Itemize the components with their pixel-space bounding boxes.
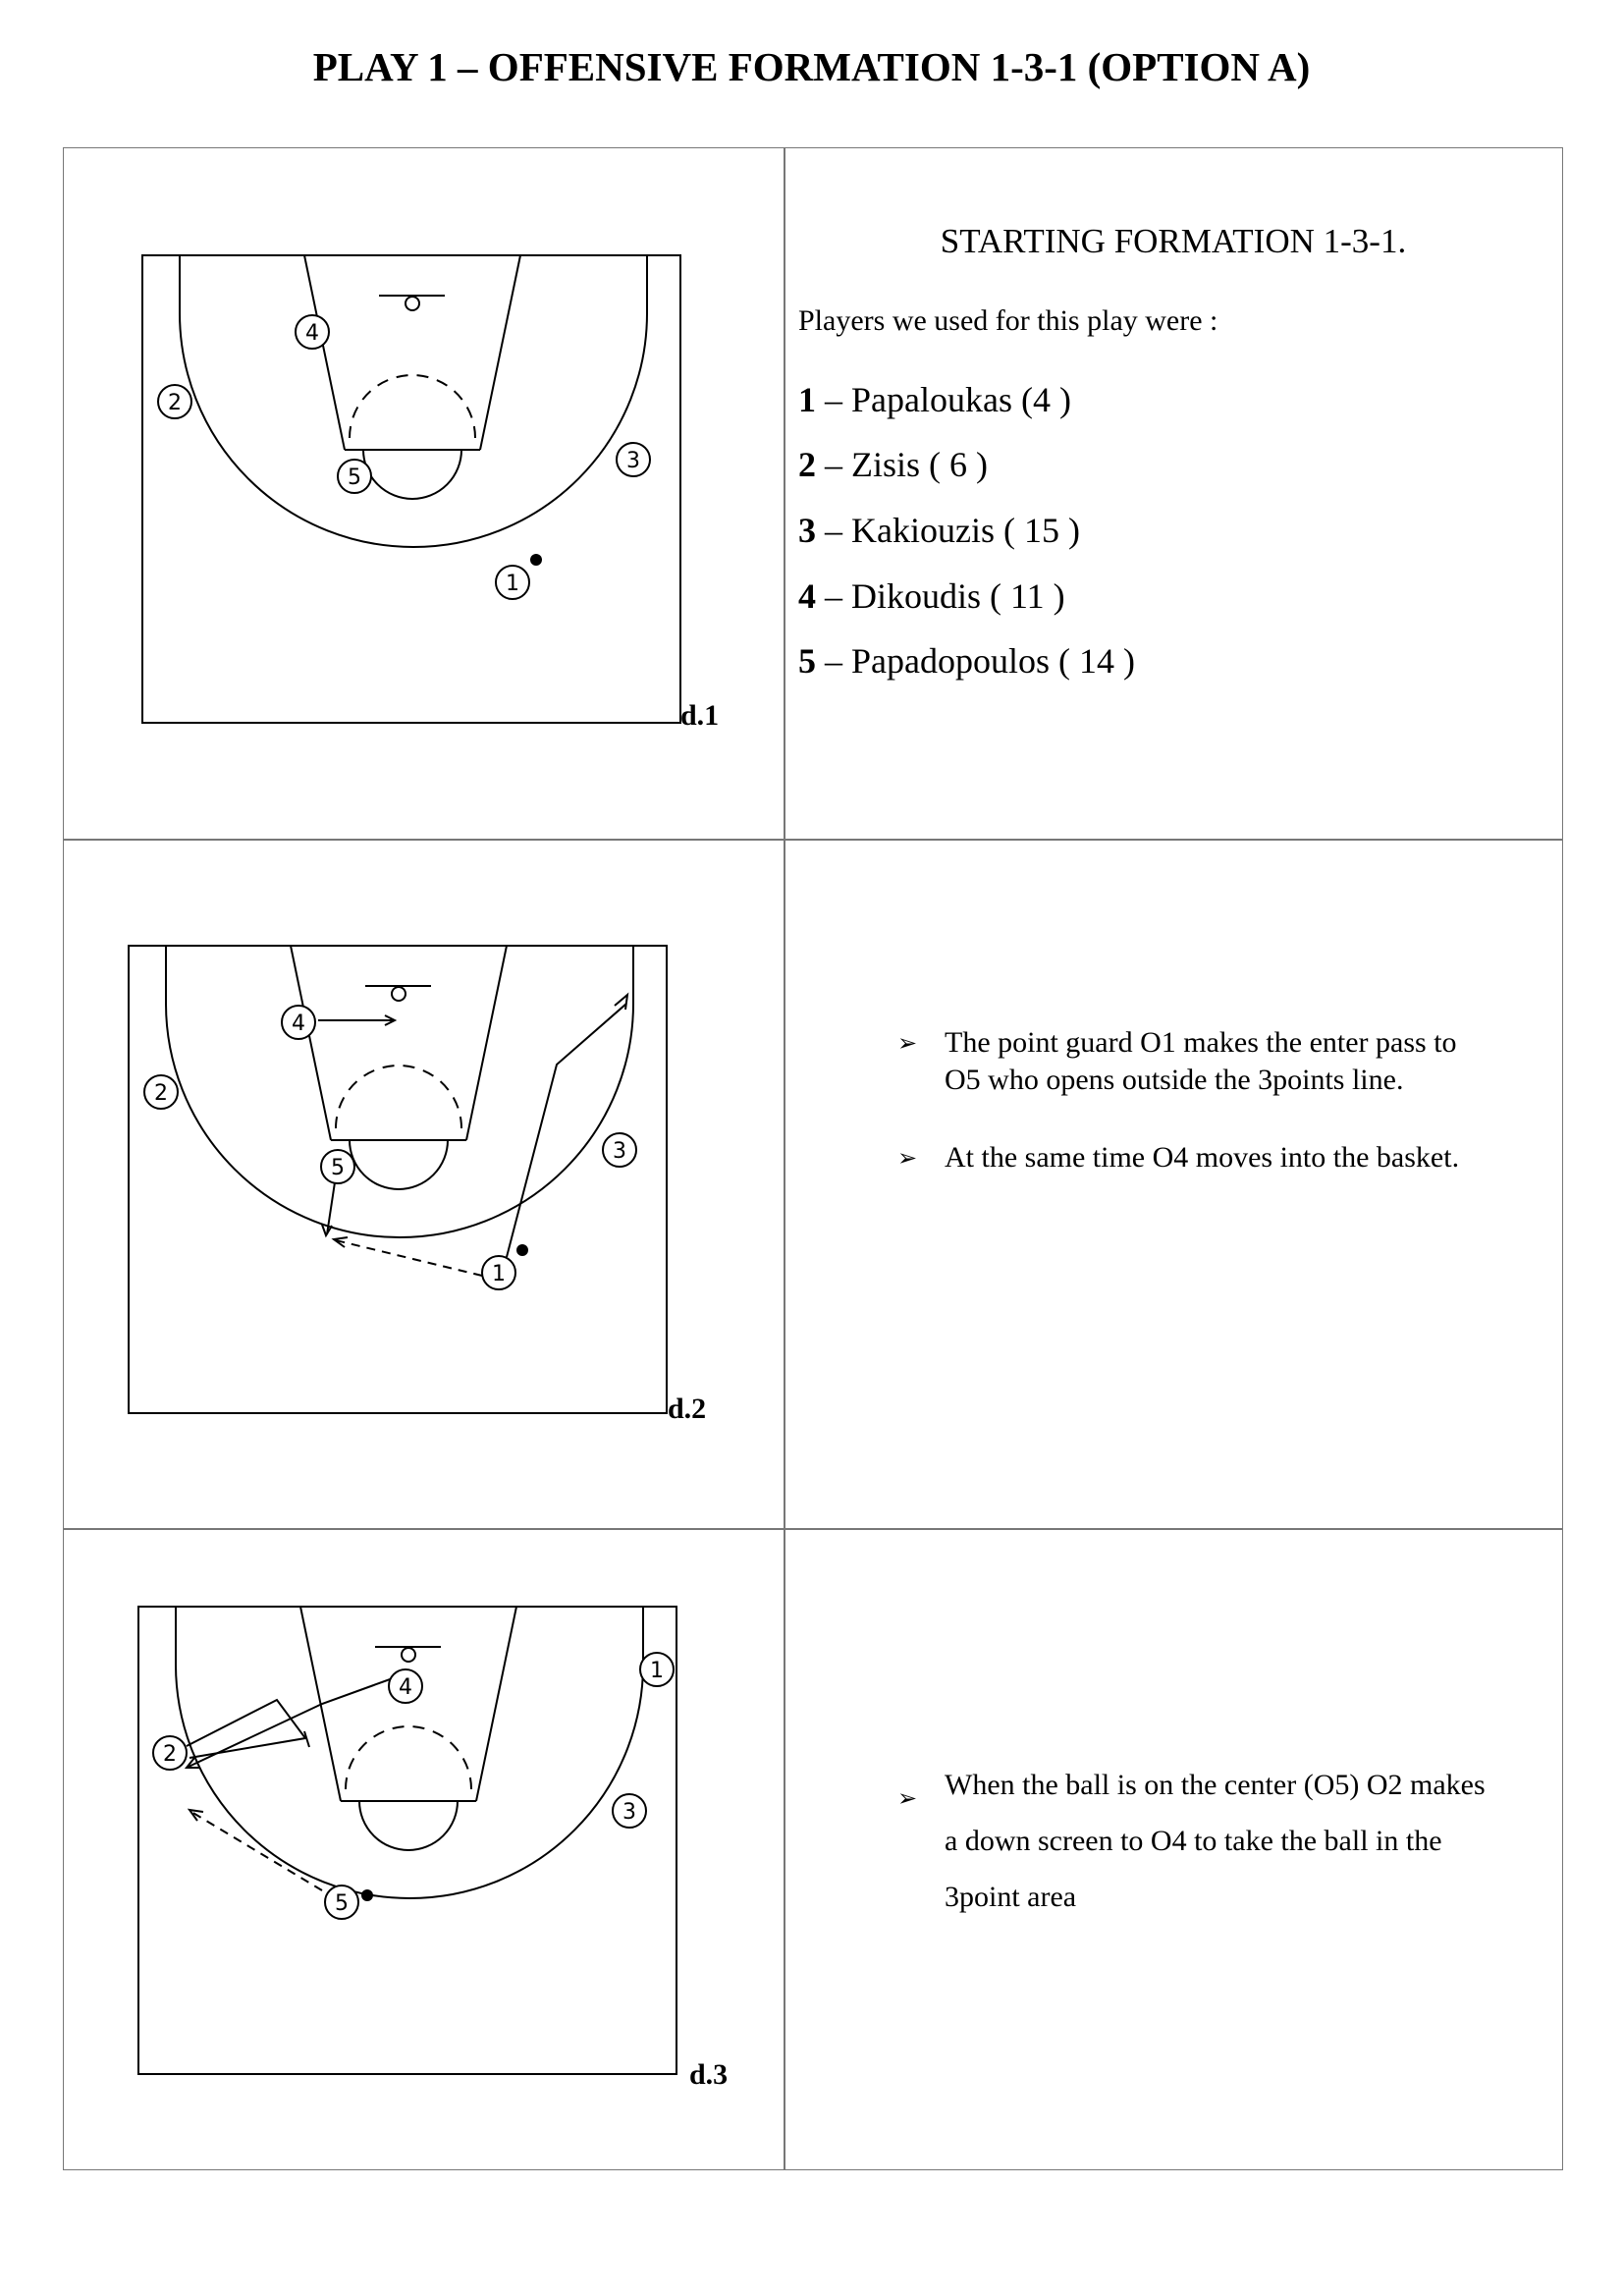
player-entry-4	[798, 575, 1065, 617]
ball-icon	[516, 1244, 528, 1256]
three-point-arc	[166, 946, 633, 1237]
player-entry-2	[798, 444, 988, 485]
bullet-item	[897, 1024, 1565, 1103]
diagram-label: d.3	[689, 2058, 729, 2091]
bullet-item	[897, 1139, 1565, 1178]
court-diagram-3	[137, 1606, 677, 2077]
free-throw-circle-bottom	[359, 1801, 458, 1850]
free-throw-circle-top	[336, 1066, 461, 1128]
court-boundary	[142, 255, 680, 723]
diagram-label: d.1	[680, 699, 720, 732]
hoop	[392, 987, 406, 1001]
player-name: – Papaloukas (4 )	[816, 380, 1071, 419]
free-throw-circle-bottom	[363, 450, 461, 499]
player-number: 5	[331, 1156, 345, 1180]
table-column-divider	[784, 148, 785, 2169]
screen-path-2	[187, 1700, 305, 1758]
player-2-marker	[158, 385, 191, 418]
player-number: 1	[506, 572, 519, 596]
player-5-marker	[325, 1886, 358, 1919]
lane-line-right	[480, 255, 520, 450]
bullet-line: When the ball is on the center (O5) O2 makes	[945, 1769, 1486, 1801]
lane-line-left	[291, 946, 331, 1140]
free-throw-circle-bottom	[350, 1140, 448, 1189]
player-number: 2	[168, 391, 182, 415]
cut-path-1	[507, 1004, 626, 1257]
lane-line-right	[476, 1607, 516, 1801]
player-number: 4	[798, 576, 816, 616]
player-1-marker	[640, 1653, 674, 1686]
player-number: 2	[798, 445, 816, 484]
court-boundary	[129, 946, 667, 1413]
pass-path-5-to-2	[191, 1812, 322, 1890]
player-number: 1	[650, 1659, 664, 1683]
player-number: 5	[335, 1891, 349, 1916]
player-4-marker	[296, 315, 329, 349]
players-intro: Players we used for this play were :	[798, 304, 1218, 337]
player-number: 2	[154, 1081, 168, 1106]
player-name: – Kakiouzis ( 15 )	[816, 511, 1080, 550]
player-number: 3	[798, 511, 816, 550]
hoop	[402, 1648, 415, 1662]
player-number: 3	[613, 1139, 626, 1164]
player-entry-1	[798, 379, 1071, 420]
player-1-marker	[482, 1256, 515, 1289]
player-number: 1	[492, 1262, 506, 1286]
bullet-line: O5 who opens outside the 3points line.	[945, 1064, 1404, 1096]
player-number: 4	[292, 1011, 305, 1036]
player-number: 2	[163, 1742, 177, 1767]
player-1-marker	[496, 566, 529, 599]
pass-path-1-to-5	[336, 1240, 482, 1276]
bullet-line: At the same time O4 moves into the basket.	[945, 1141, 1460, 1174]
player-3-marker	[617, 443, 650, 476]
player-3-marker	[603, 1133, 636, 1167]
three-point-arc	[176, 1607, 643, 1898]
player-number: 1	[798, 380, 816, 419]
ball-icon	[361, 1889, 373, 1901]
page-title: PLAY 1 – OFFENSIVE FORMATION 1-3-1 (OPTION A)	[312, 44, 1311, 89]
lane-line-right	[466, 946, 507, 1140]
court-diagram-1	[141, 254, 681, 726]
player-name: – Papadopoulos ( 14 )	[816, 641, 1135, 681]
player-name: – Zisis ( 6 )	[816, 445, 988, 484]
player-number: 4	[399, 1675, 412, 1700]
three-point-arc	[180, 255, 647, 547]
player-2-marker	[153, 1736, 187, 1770]
player-number: 4	[305, 321, 319, 346]
court-diagram-2	[128, 945, 668, 1416]
player-5-marker	[338, 460, 371, 493]
arrowhead-bullet-icon: ➢	[897, 1029, 918, 1057]
hoop	[406, 297, 419, 310]
free-throw-circle-top	[346, 1726, 471, 1789]
free-throw-circle-top	[350, 375, 475, 438]
arrowhead-bullet-icon: ➢	[897, 1144, 918, 1172]
bullet-line: a down screen to O4 to take the ball in the	[945, 1825, 1442, 1857]
diagram-label: d.2	[668, 1393, 707, 1425]
player-5-marker	[321, 1150, 354, 1183]
player-4-marker	[389, 1669, 422, 1703]
table-row-divider	[64, 839, 1562, 841]
bullet-item	[897, 1757, 1565, 1934]
lane-line-left	[304, 255, 345, 450]
player-number: 3	[626, 449, 640, 473]
player-entry-5	[798, 640, 1135, 682]
starting-formation-heading: STARTING FORMATION 1-3-1.	[940, 222, 1407, 260]
table-row-divider	[64, 1528, 1562, 1530]
ball-icon	[530, 554, 542, 566]
player-3-marker	[613, 1794, 646, 1828]
player-name: – Dikoudis ( 11 )	[816, 576, 1065, 616]
arrowhead-bullet-icon: ➢	[897, 1784, 918, 1812]
player-4-marker	[282, 1006, 315, 1039]
player-number: 5	[798, 641, 816, 681]
player-entry-3	[798, 510, 1080, 551]
player-number: 3	[622, 1800, 636, 1825]
bullet-line: The point guard O1 makes the enter pass to	[945, 1026, 1457, 1059]
player-number: 5	[348, 465, 361, 490]
player-2-marker	[144, 1075, 178, 1109]
bullet-line: 3point area	[945, 1881, 1077, 1913]
